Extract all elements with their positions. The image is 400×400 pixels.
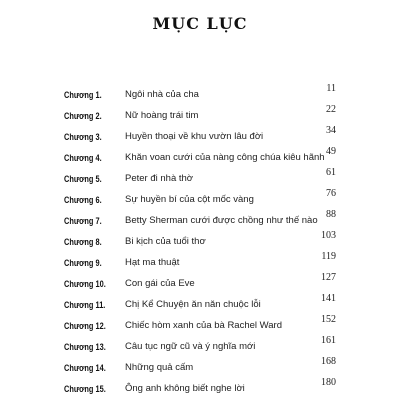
chapter-label: Chương 6. [64, 195, 102, 205]
toc-entry [0, 125, 400, 146]
chapter-page-number: 141 [321, 293, 336, 304]
chapter-page-number: 127 [321, 272, 336, 283]
chapter-page-number: 34 [326, 125, 336, 136]
chapter-title: Sự huyền bí của cột mốc vàng [125, 194, 254, 205]
chapter-label: Chương 14. [64, 363, 106, 373]
toc-entry [0, 251, 400, 272]
toc-entry [0, 188, 400, 209]
chapter-label: Chương 4. [64, 153, 102, 163]
chapter-title: Ông anh không biết nghe lời [125, 383, 245, 394]
chapter-title: Chị Kể Chuyện ăn năn chuộc lỗi [125, 299, 261, 310]
chapter-title: Khăn voan cưới của nàng công chúa kiêu hãnh [125, 152, 325, 163]
chapter-title: Câu tục ngữ cũ và ý nghĩa mới [125, 341, 256, 352]
chapter-label: Chương 8. [64, 237, 102, 247]
toc-entry [0, 230, 400, 251]
chapter-title: Ngôi nhà của cha [125, 89, 199, 100]
chapter-title: Betty Sherman cưới được chồng như thế nào [125, 215, 318, 226]
toc-entry [0, 167, 400, 188]
chapter-label: Chương 13. [64, 342, 106, 352]
chapter-page-number: 180 [321, 377, 336, 388]
chapter-label: Chương 3. [64, 132, 102, 142]
toc-entry [0, 146, 400, 167]
toc-entry [0, 272, 400, 293]
chapter-label: Chương 9. [64, 258, 102, 268]
toc-entry [0, 335, 400, 356]
chapter-page-number: 152 [321, 314, 336, 325]
toc-entry [0, 209, 400, 230]
chapter-page-number: 49 [326, 146, 336, 157]
chapter-title: Những quả cấm [125, 362, 194, 373]
chapter-label: Chương 1. [64, 90, 102, 100]
toc-entry [0, 377, 400, 398]
chapter-page-number: 22 [326, 104, 336, 115]
chapter-page-number: 61 [326, 167, 336, 178]
chapter-title: Huyền thoại về khu vườn lâu đời [125, 131, 264, 142]
chapter-page-number: 119 [321, 251, 336, 262]
chapter-page-number: 161 [321, 335, 336, 346]
chapter-title: Chiếc hòm xanh của bà Rachel Ward [125, 320, 283, 331]
chapter-page-number: 168 [321, 356, 336, 367]
chapter-label: Chương 12. [64, 321, 106, 331]
toc-entry [0, 293, 400, 314]
chapter-title: Nữ hoàng trái tim [125, 110, 199, 121]
chapter-label: Chương 11. [64, 300, 106, 310]
chapter-page-number: 88 [326, 209, 336, 220]
chapter-page-number: 76 [326, 188, 336, 199]
chapter-title: Peter đi nhà thờ [125, 173, 194, 184]
chapter-title: Hạt ma thuật [125, 257, 180, 268]
toc-entry [0, 356, 400, 377]
chapter-title: Con gái của Eve [125, 278, 195, 289]
chapter-label: Chương 10. [64, 279, 106, 289]
page-title: MỤC LỤC [152, 14, 248, 33]
toc-entry [0, 83, 400, 104]
chapter-label: Chương 15. [64, 384, 106, 394]
chapter-page-number: 103 [321, 230, 336, 241]
toc-entry [0, 314, 400, 335]
chapter-label: Chương 7. [64, 216, 102, 226]
toc-entry [0, 104, 400, 125]
chapter-title: Bi kịch của tuổi thơ [125, 236, 206, 247]
chapter-label: Chương 5. [64, 174, 102, 184]
chapter-page-number: 11 [326, 83, 336, 94]
chapter-label: Chương 2. [64, 111, 102, 121]
